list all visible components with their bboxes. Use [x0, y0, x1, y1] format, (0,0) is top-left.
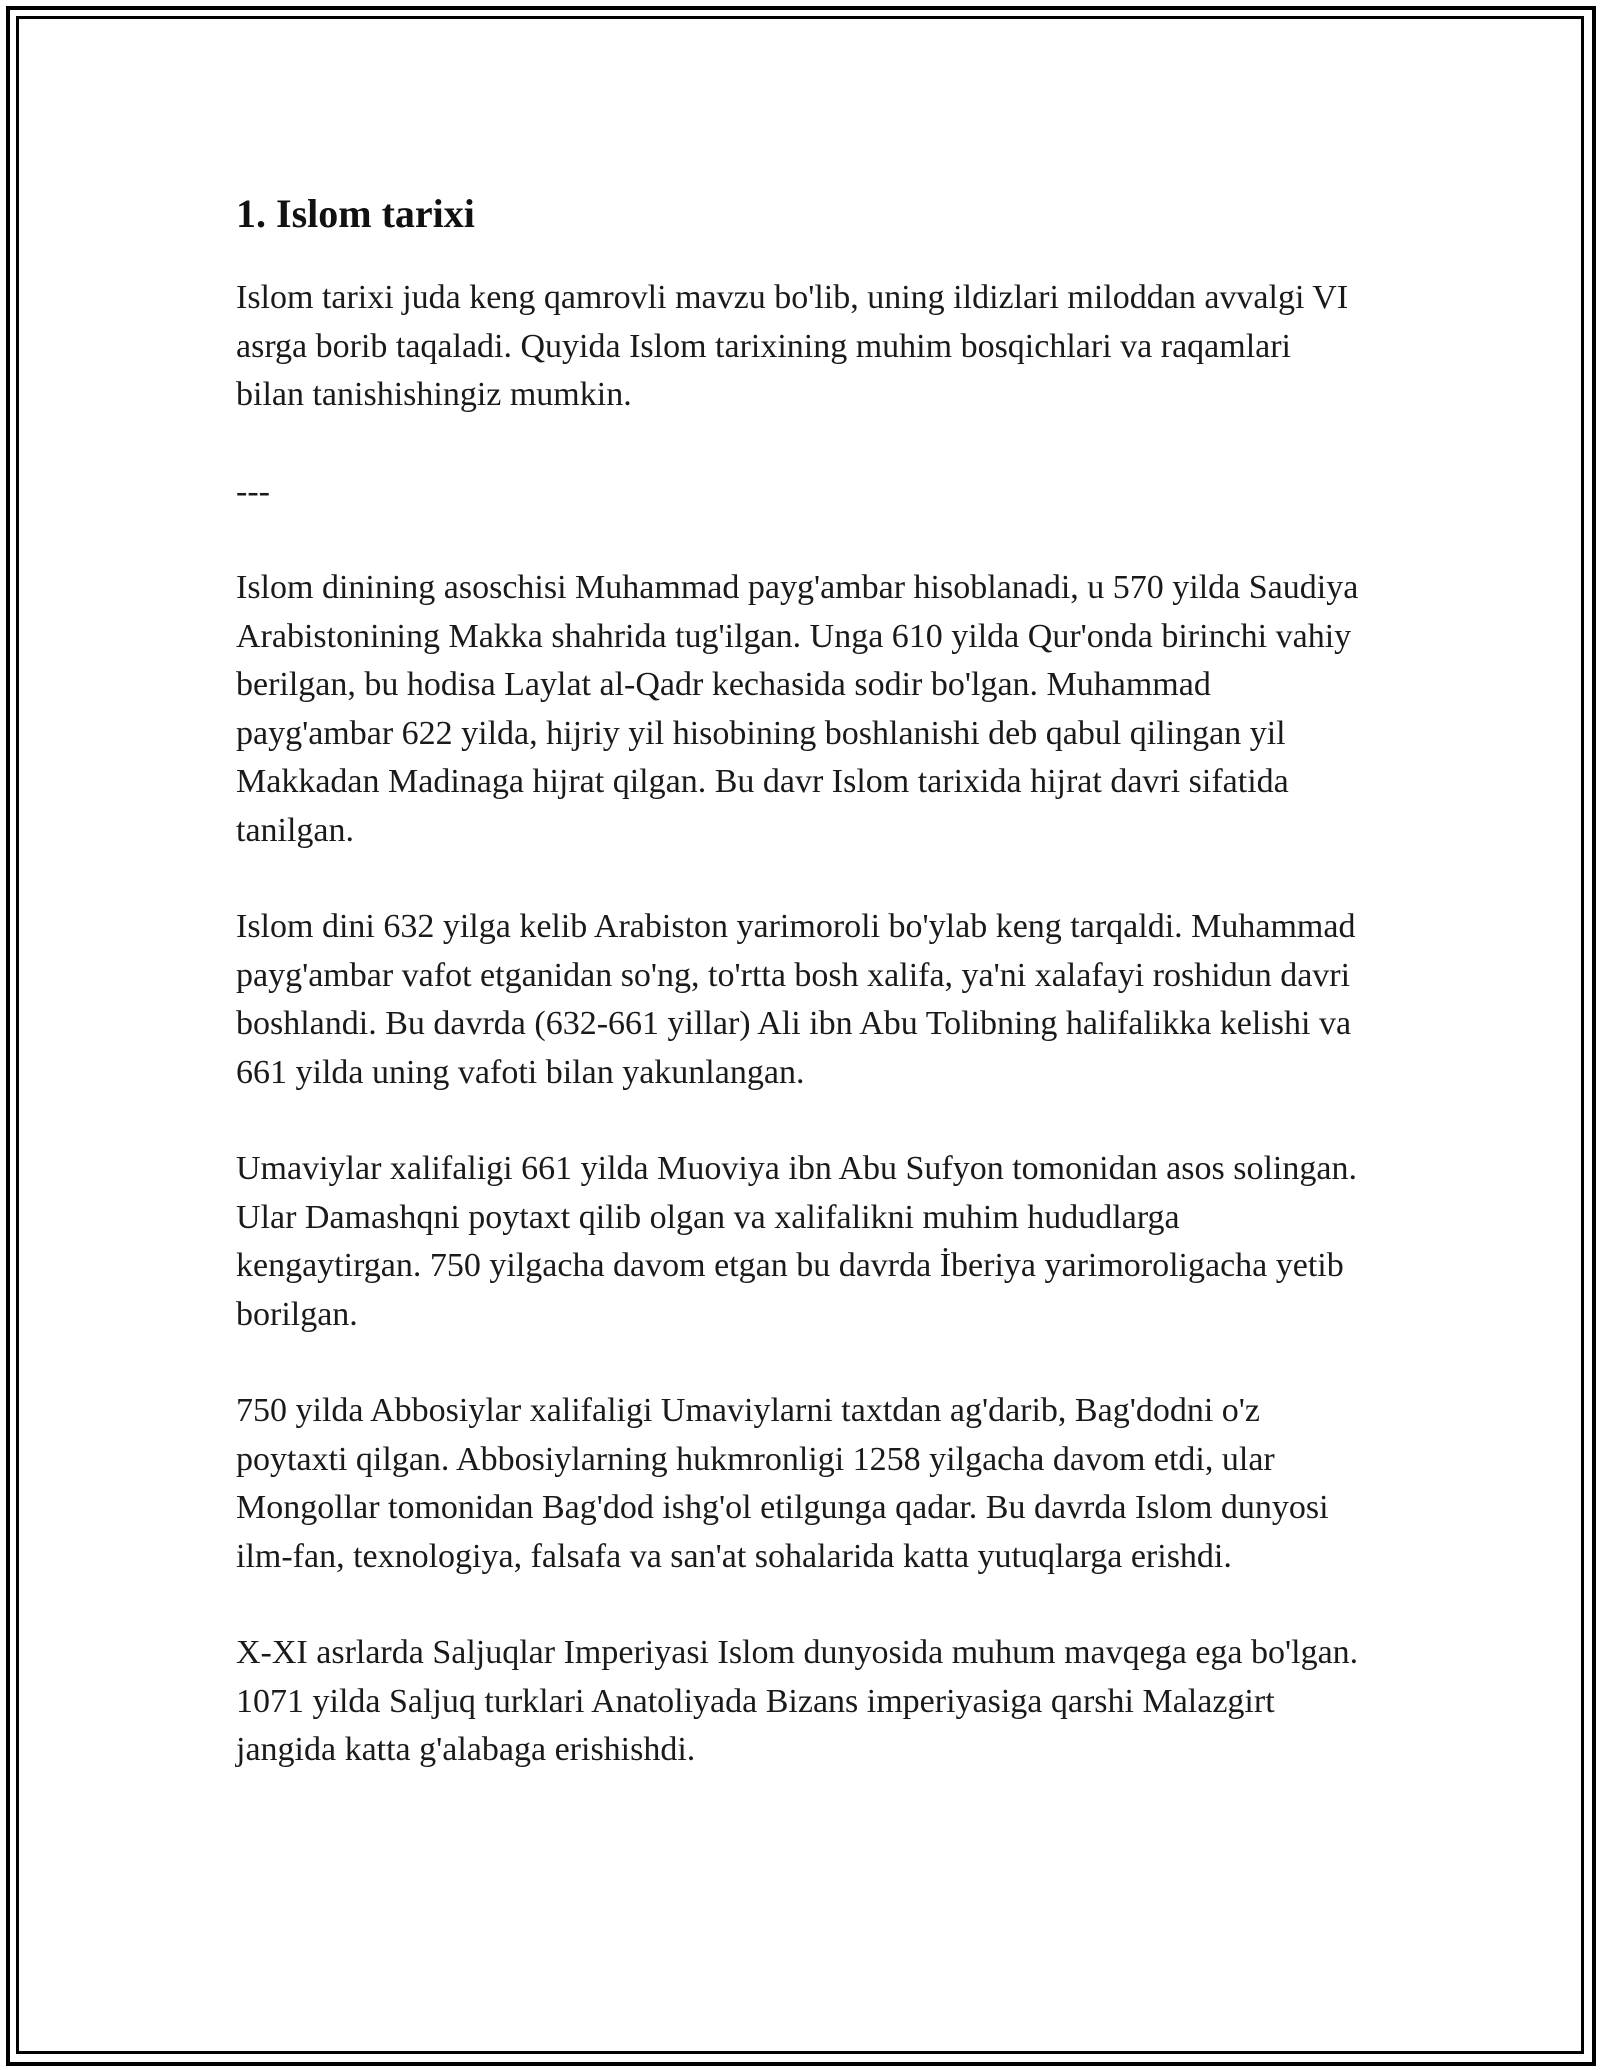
- section-separator: ---: [236, 472, 270, 510]
- paragraph-prophet: Islom dinining asoschisi Muhammad payg'ambar hisoblanadi, u 570 yilda Saudiya Arabistonining Makka shahrida tug'ilgan. Unga 610 yilda Qur'onda birinchi vahiy berilgan, bu hodisa Laylat al-Qadr kechasida sodir bo'lgan. Muhammad payg'ambar 622 yilda, hijriy yil hisobining boshlanishi deb qabul qilingan yil Makkadan Madinaga hijrat qilgan. Bu davr Islom tarixida hijrat davri sifatida tanilgan.: [236, 569, 1359, 849]
- document-body: [236, 188, 1366, 1823]
- paragraph-rashidun: Islom dini 632 yilga kelib Arabiston yarimoroli bo'ylab keng tarqaldi. Muhammad payg'ambar vafot etganidan so'ng, to'rtta bosh xalifa, ya'ni xalafayi roshidun davri boshlandi. Bu davrda (632-661 yillar) Ali ibn Abu Tolibning halifalikka kelishi va 661 yilda uning vafoti bilan yakunlangan.: [236, 908, 1356, 1091]
- paragraph-seljuk: X-XI asrlarda Saljuqlar Imperiyasi Islom dunyosida muhum mavqega ega bo'lgan. 1071 yilda Saljuq turklari Anatoliyada Bizans imperiyasiga qarshi Malazgirt jangida katta g'alabaga erishishdi.: [236, 1634, 1359, 1768]
- intro-paragraph: Islom tarixi juda keng qamrovli mavzu bo'lib, uning ildizlari miloddan avvalgi VI asrga borib taqaladi. Quyida Islom tarixining muhim bosqichlari va raqamlari bilan tanishishingiz mumkin.: [236, 279, 1349, 413]
- paragraph-abbasid: 750 yilda Abbosiylar xalifaligi Umaviylarni taxtdan ag'darib, Bag'dodni o'z poytaxti qilgan. Abbosiylarning hukmronligi 1258 yilgacha davom etdi, ular Mongollar tomonidan Bag'dod ishg'ol etilgunga qadar. Bu davrda Islom dunyosi ilm-fan, texnologiya, falsafa va san'at sohalarida katta yutuqlarga erishdi.: [236, 1392, 1329, 1575]
- document-heading: 1. Islom tarixi: [236, 191, 475, 236]
- paragraph-umayyad: Umaviylar xalifaligi 661 yilda Muoviya ibn Abu Sufyon tomonidan asos solingan. Ular Damashqni poytaxt qilib olgan va xalifalikni muhim hududlarga kengaytirgan. 750 yilgacha davom etgan bu davrda İberiya yarimoroligacha yetib borilgan.: [236, 1150, 1357, 1333]
